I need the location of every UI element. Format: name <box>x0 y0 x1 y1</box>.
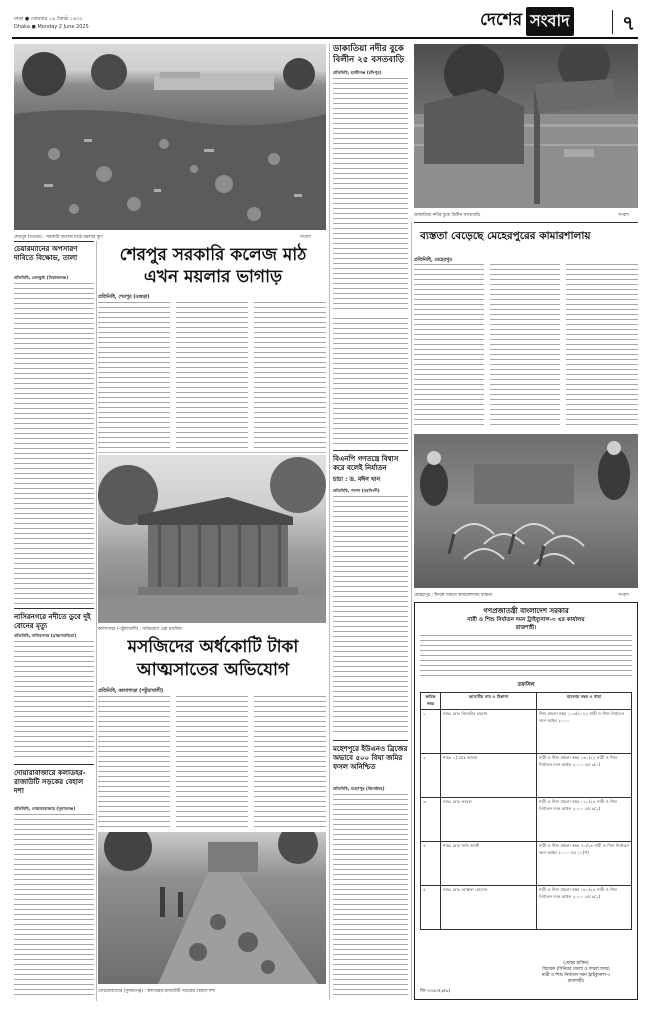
page-number: ৭ <box>622 11 636 35</box>
blacksmith-body-col2 <box>490 264 560 428</box>
blacksmith-photo <box>414 434 638 588</box>
notice-signature-place: রাজশাহী। <box>567 979 585 984</box>
table-row <box>421 754 632 798</box>
shed-photo <box>98 455 326 623</box>
college-photo-caption: শেরপুর (বগুড়া) : সরকারি কলেজ মাঠে ময়লার স্তূপ <box>14 235 103 240</box>
notice-ref: জি-৩৩৬৩(৬/৬) <box>420 989 451 994</box>
mosque-body-col3 <box>254 696 326 830</box>
bridge-headline: মহেশপুরে ইউএনও ব্রিজের অভাবে ৫০০ বিঘা জমির ফসল অনিশ্চিত <box>333 744 408 771</box>
houses-photo-credit: সংবাদ <box>618 213 629 218</box>
notice-cell-case: নারী ও শিশু মামলা নম্বর ১১০/২৪ নারী ও শিশু নির্যাতন দমন আইন ২০০০ এর ৯(১) <box>537 798 632 842</box>
houses-photo <box>414 44 638 208</box>
notice-cell-no: ১ <box>421 710 441 754</box>
mosque-headline-line2: আত্মসাতের অভিযোগ <box>136 660 290 680</box>
section-title-part2: সংবাদ <box>526 7 573 36</box>
bnp-byline: প্রতিনিধি, পলাশ (নরসিংদী) <box>333 488 380 493</box>
notice-cell-case: নারী ও শিশু মামলা নম্বর ৭০/২৪ নারী ও শিশু নির্যাতন দমন আইন ২০০০ এর ১১(গ) <box>537 842 632 886</box>
college-body-col2 <box>176 302 248 450</box>
notice-cell-no: ৫ <box>421 886 441 930</box>
header-date-en: Dhaka ● Monday 2 June 2025 <box>14 24 89 30</box>
road-byline: প্রতিনিধি, দোয়ারাবাজার (সুনামগঞ্জ) <box>14 806 76 811</box>
chairman-body <box>14 283 94 608</box>
chairman-headline: চেয়ারম্যানের অপসারণ দাবিতে বিক্ষোভ, তালা <box>14 244 78 262</box>
table-row <box>421 886 632 930</box>
blacksmith-photo-caption: মেহেরপুর : ঈদকে সামনে কামারশালায় ব্যস্ততা <box>414 593 493 598</box>
legal-notice <box>414 602 638 1000</box>
notice-cell-no: ৩ <box>421 798 441 842</box>
notice-col-serial: ক্রমিক নম্বর <box>421 693 441 710</box>
road-photo <box>98 832 326 984</box>
road-headline: দোয়ারাবাজারে কলাডহর-রাজাউটি সড়কের বেহাল দশা <box>14 768 86 795</box>
notice-signature <box>521 961 631 985</box>
notice-cell-case: নারী ও শিশু মামলা নম্বর ১৬০/২২ নারী ও শিশু নির্যাতন দমন আইন ২০০০ এর ৯(১) <box>537 754 632 798</box>
notice-cell-case: শিশু মামলা নম্বর ১১৩/২০২২ নারী ও শিশু নির্যাতন দমন আইন ২০০০ <box>537 710 632 754</box>
notice-cell-no: ২ <box>421 754 441 798</box>
bnp-headline: বিএনপি গণতন্ত্রে বিশ্বাস করে বলেই নির্যাতন <box>333 454 399 472</box>
bridge-body <box>333 794 408 999</box>
blacksmith-body-col1 <box>414 264 484 428</box>
blacksmith-body-col3 <box>566 264 638 428</box>
notice-cell-name: নামঃ মোঃ জিয়াউর রহমান <box>441 710 537 754</box>
college-photo-credit: সংবাদ <box>300 235 311 240</box>
notice-cell-name: নামঃ মোঃ মোস্তফা হোসেন <box>441 886 537 930</box>
drowning-body <box>14 641 94 761</box>
section-title <box>480 8 610 34</box>
mosque-headline-line1: মসজিদের অর্ধকোটি টাকা <box>127 637 299 657</box>
masthead-rule <box>12 37 638 39</box>
notice-col-accused: আসামীর নাম ও ঠিকানা <box>441 693 537 710</box>
houses-photo-caption: ডাকাতিয়া নদীর বুকে বিলীন বসতবাড়ি <box>414 213 481 218</box>
college-byline: প্রতিনিধি, শেরপুর (বগুড়া) <box>98 295 150 300</box>
notice-org: গণপ্রজাতন্ত্রী বাংলাদেশ সরকার <box>483 607 569 615</box>
mosque-photo-caption: কালাপাড়া (পটুয়াখালী) : অভিযোগ ওঠা মসজিদ <box>98 627 182 632</box>
notice-cell-name: নামঃ মোঃ রুবেল <box>441 798 537 842</box>
houses-body-cont <box>333 318 408 448</box>
notice-col-case: মামলার নম্বর ও ধারা <box>537 693 632 710</box>
notice-cell-no: ৪ <box>421 842 441 886</box>
header-date-bn: ঢাকা ● সোমবার ১৯ জ্যৈষ্ঠ ১৪৩২ <box>14 16 83 22</box>
drowning-headline: নাসিরনগরে নদীতে ডুবে দুই বোনের মৃত্যু <box>14 612 91 630</box>
notice-cell-case: নারী ও শিশু মামলা নম্বর ১৮০/২৪ নারী ও শিশু নির্যাতন দমন আইন ২০০০ এর ৯(১) <box>537 886 632 930</box>
college-headline-line1: শেরপুর সরকারি কলেজ মাঠ <box>119 245 307 265</box>
notice-office: নারী ও শিশু নির্যাতন দমন ট্রাইব্যুনাল-৩ এর কার্যালয় <box>467 617 585 623</box>
blacksmith-byline: প্রতিনিধি, মেহেরপুর <box>414 258 452 263</box>
table-row <box>421 710 632 754</box>
notice-signature-title: বিচারক (সিনিয়র জেলা ও দায়রা জজ) <box>542 967 610 972</box>
road-photo-caption: দোয়ারাবাজার (সুনামগঞ্জ) : কলাডহর-রাজাউটি সড়কের বেহাল দশা <box>98 989 216 994</box>
notice-cell-name: নামঃ মোঃ জনি আলী <box>441 842 537 886</box>
college-body-col3 <box>254 302 326 450</box>
mosque-body-col1 <box>98 696 170 830</box>
bridge-byline: প্রতিনিধি, মহেশপুর (ঝিনাইদহ) <box>333 786 385 791</box>
notice-signature-label: (মোহর হাকিম) <box>563 961 589 966</box>
college-field-photo <box>14 44 326 230</box>
notice-section-label: তফসিল <box>517 682 535 688</box>
notice-cell-name: নামঃ ১) মোঃ আলম <box>441 754 537 798</box>
college-body-col1 <box>98 302 170 450</box>
notice-place: রাজশাহী। <box>515 625 537 631</box>
table-row <box>421 798 632 842</box>
blacksmith-headline: ব্যস্ততা বেড়েছে মেহেরপুরের কামারশালায় <box>420 230 591 242</box>
blacksmith-photo-credit: সংবাদ <box>618 593 629 598</box>
section-title-part1: দেশের <box>480 10 523 30</box>
mosque-body-col2 <box>176 696 248 830</box>
drowning-byline: প্রতিনিধি, নাসিরনগর (ব্রাহ্মণবাড়িয়া) <box>14 633 77 638</box>
bnp-subtitle: চাচা : ড. মঈন খান <box>333 476 381 483</box>
mosque-byline: প্রতিনিধি, কালাপাড়া (পটুয়াখালী) <box>98 689 164 694</box>
college-headline-line2: এখন ময়লার ভাগাড় <box>143 267 283 287</box>
houses-headline: ডাকাতিয়া নদীর বুকে বিলীন ২৫ বসতবাড়ি <box>333 44 405 65</box>
chairman-byline: প্রতিনিধি, বেলকুচি (সিরাজগঞ্জ) <box>14 275 69 280</box>
houses-body <box>333 78 408 310</box>
table-row <box>421 842 632 886</box>
notice-intro <box>420 635 632 679</box>
bnp-body <box>333 496 408 736</box>
road-body <box>14 814 94 999</box>
notice-signature-office: নারী ও শিশু নির্যাতন দমন ট্রাইব্যুনাল-৩ <box>541 973 611 978</box>
houses-byline: প্রতিনিধি, হাজীগঞ্জ (চাঁদপুর) <box>333 70 382 75</box>
notice-table <box>420 692 632 930</box>
